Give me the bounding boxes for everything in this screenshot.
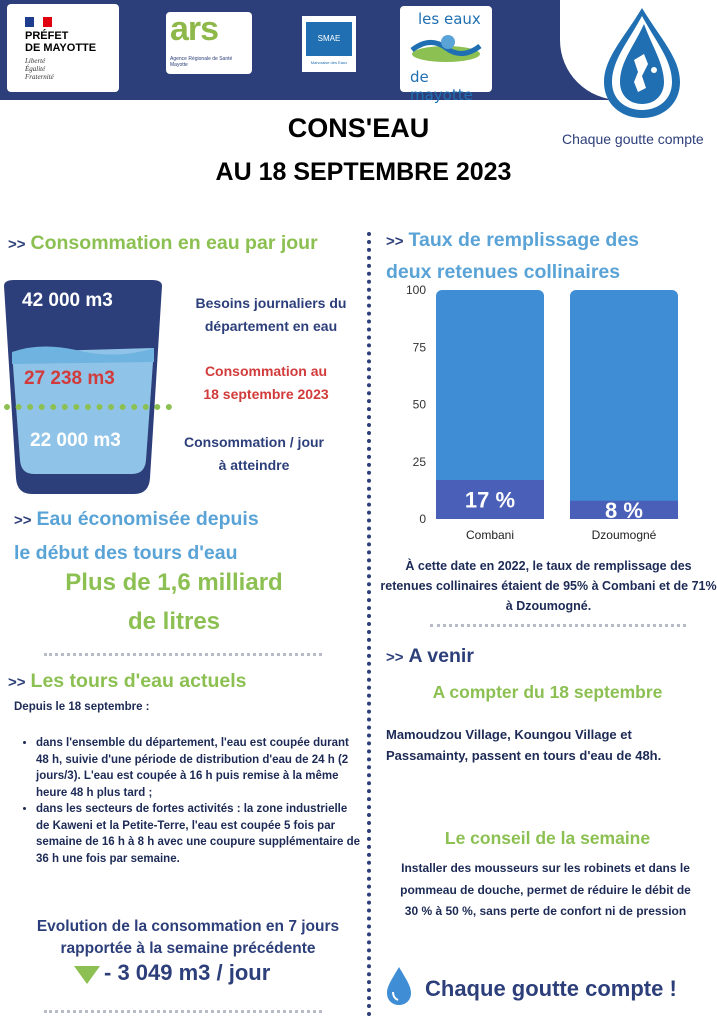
conseil-title: Le conseil de la semaine (444, 828, 651, 848)
remplissage-title-2: deux retenues collinaires (386, 261, 621, 283)
bar-data-label: 17 % (464, 487, 516, 513)
y-tick-label: 75 (412, 340, 426, 355)
avenir-subtitle: A compter du 18 septembre (432, 682, 663, 702)
motto-fraternite: Fraternité (25, 73, 54, 81)
ars-wordmark: ars (170, 10, 219, 48)
water-drop-logo-icon (594, 4, 690, 124)
bar-data-label: 8 % (605, 497, 643, 523)
smae-subtitle: Mahoraise des Eaux (310, 60, 348, 65)
tours-title-text: Les tours d'eau actuels (30, 670, 247, 692)
glass-mid-value: 27 238 m3 (24, 368, 115, 389)
desc-objectif-2: à atteindre (218, 457, 290, 473)
water-drop-icon (384, 965, 414, 1007)
chevrons-icon: >> (14, 512, 32, 529)
economie-title-2: le début des tours d'eau (14, 542, 238, 564)
prefet-logo (7, 4, 119, 92)
vertical-divider (367, 232, 371, 1017)
x-category-label: Combani (465, 528, 515, 542)
avenir-text: Mamoudzou Village, Koungou Village et Passamainty, passent en tours d'eau de 48h. (386, 727, 662, 763)
conseil-text-2: pommeau de douche, permet de réduire le débit de (400, 882, 691, 897)
y-tick-label: 25 (412, 454, 426, 469)
economie-value-2: de litres (127, 608, 221, 635)
y-tick-label: 50 (412, 397, 426, 412)
tours-bullet: • dans l'ensemble du département, l'eau est coupée durant 48 h, suivie d'une période de distribution d'eau de 24 h (2 jours/3). L'eau est coupée à 16 h puis remise à la même heure 48 h plus tard ; (36, 735, 362, 801)
eaux-line2: de mayotte (410, 68, 473, 104)
tours-bullets (14, 735, 362, 867)
motto-liberte: Liberté (25, 57, 46, 65)
conseil-text-1: Installer des mousseurs sur les robinets et dans le (401, 861, 690, 875)
chevrons-icon: >> (386, 649, 404, 666)
motto-egalite: Égalité (25, 65, 46, 73)
ars-logo (166, 12, 252, 74)
bar-capacity (570, 290, 678, 519)
french-flag-icon (25, 14, 52, 24)
economie-value-1: Plus de 1,6 milliard (65, 569, 283, 596)
page-date: AU 18 SEPTEMBRE 2023 (215, 158, 512, 186)
chevrons-icon: >> (8, 236, 26, 253)
desc-besoins-2: département en eau (204, 318, 338, 334)
divider-right-1 (430, 624, 686, 627)
glass-top-value: 42 000 m3 (22, 290, 113, 311)
desc-consommation-2: 18 septembre 2023 (203, 386, 329, 402)
chevrons-icon: >> (8, 674, 26, 691)
prefet-line2: DE MAYOTTE (25, 42, 97, 54)
chevrons-icon: >> (386, 233, 404, 250)
y-tick-label: 0 (419, 512, 426, 526)
eaux-line1: les eaux (418, 10, 481, 28)
ars-subtitle: Agence Régionale de Santé Mayotte (170, 56, 233, 68)
conseil-text (374, 858, 717, 923)
desc-consommation (176, 360, 356, 406)
evolution-line1: Evolution de la consommation en 7 jours (36, 918, 340, 935)
consommation-title-text: Consommation en eau par jour (30, 232, 318, 254)
desc-besoins (176, 292, 366, 338)
economie-title-1: Eau économisée depuis (36, 508, 259, 530)
consommation-title (8, 232, 318, 255)
tagline: Chaque goutte compte (562, 131, 704, 147)
tours-title (8, 670, 247, 693)
evolution-value: - 3 049 m3 / jour (104, 960, 271, 985)
tours-bullet: • dans les secteurs de fortes activités : la zone industrielle de Kaweni et la Petite-Terre, l'eau est coupée 5 fois par semaine de 16 h à 8 h avec une coupure supplémentaire de 36 h une fois par semaine. (36, 801, 362, 867)
y-tick-label: 100 (405, 283, 426, 297)
remplissage-bar-chart (382, 282, 702, 552)
smae-wordmark: SMAE (306, 22, 352, 56)
evolution-line2: rapportée à la semaine précédente (60, 940, 316, 957)
conseil-text-3: 30 % à 50 %, sans perte de confort ni de pression (404, 904, 687, 918)
page-title: CONS'EAU (287, 113, 430, 143)
remplissage-title-1: Taux de remplissage des (408, 229, 640, 251)
target-line (4, 404, 172, 410)
avenir-title-text: A venir (408, 645, 474, 667)
footer-slogan: Chaque goutte compte ! (425, 976, 677, 1001)
x-category-label: Dzoumogné (591, 528, 657, 542)
smae-logo (302, 16, 356, 72)
eaux-de-mayotte-logo (400, 6, 492, 104)
avenir-title (386, 645, 474, 668)
evolution-text (18, 916, 358, 960)
prefet-line1: PRÉFET (25, 30, 69, 42)
desc-besoins-1: Besoins journaliers du (195, 295, 347, 311)
economie-value (24, 563, 324, 641)
divider-left-1 (44, 653, 322, 656)
glass-low-value: 22 000 m3 (30, 430, 121, 451)
desc-objectif (164, 431, 344, 477)
economie-title (14, 503, 259, 570)
tours-intro: Depuis le 18 septembre : (14, 701, 150, 713)
desc-consommation-1: Consommation au (204, 363, 328, 379)
desc-objectif-1: Consommation / jour (184, 434, 324, 450)
remplissage-note: À cette date en 2022, le taux de remplissage des retenues collinaires étaient de 95% à Combani et de 71% à Dzoumogné. (380, 559, 717, 613)
down-triangle-icon (72, 964, 102, 986)
wave-icon (410, 32, 482, 66)
remplissage-title (386, 225, 639, 287)
divider-left-2 (44, 1010, 322, 1013)
